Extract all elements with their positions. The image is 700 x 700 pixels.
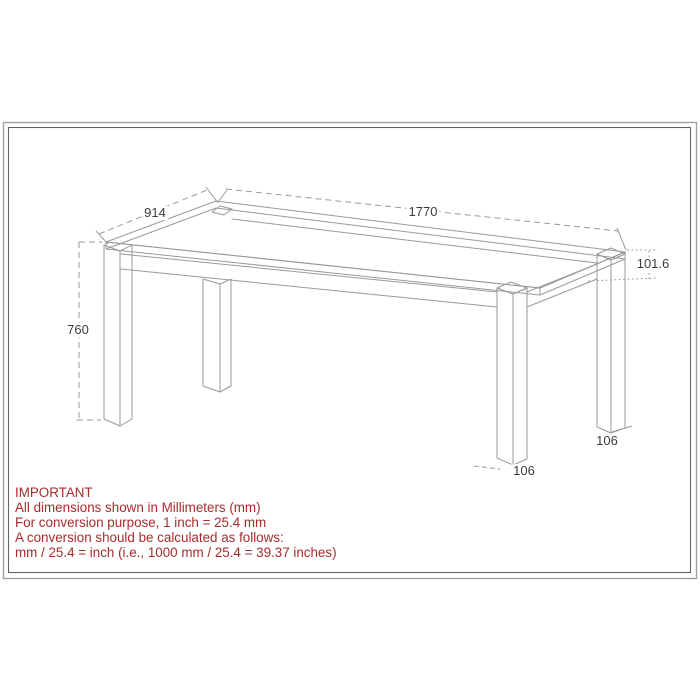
dim-1770-ticks <box>218 190 626 250</box>
dim-106-back-tick <box>612 426 632 432</box>
front-apron <box>121 254 497 307</box>
dim-label-top-thickness: 101.6 <box>636 256 670 272</box>
note-line: mm / 25.4 = inch (i.e., 1000 mm / 25.4 = 39.37 inches) <box>15 545 337 560</box>
tabletop-front-face <box>106 242 540 295</box>
dimension-lines <box>77 187 658 469</box>
note-line: For conversion purpose, 1 inch = 25.4 mm <box>15 515 267 530</box>
conversion-notes <box>15 485 337 560</box>
dim-106-front-line <box>474 466 500 469</box>
back-right-leg <box>597 248 625 433</box>
table-outline <box>104 201 625 465</box>
dim-label-depth: 914 <box>144 205 166 221</box>
notes-heading: IMPORTANT <box>15 485 93 500</box>
tabletop-end-face <box>540 252 625 295</box>
dim-label-length: 1770 <box>408 204 438 220</box>
dim-label-back-leg-width: 106 <box>596 433 618 449</box>
front-right-leg <box>497 282 527 465</box>
dim-label-height: 760 <box>67 322 89 338</box>
note-line: All dimensions shown in Millimeters (mm) <box>15 500 261 515</box>
note-line: A conversion should be calculated as follows: <box>15 530 284 545</box>
dim-label-front-leg-width: 106 <box>513 463 535 479</box>
back-left-leg <box>203 279 231 392</box>
tabletop-hidden-edges <box>106 205 625 259</box>
front-left-leg <box>104 245 132 426</box>
back-left-leg-top <box>212 206 232 215</box>
